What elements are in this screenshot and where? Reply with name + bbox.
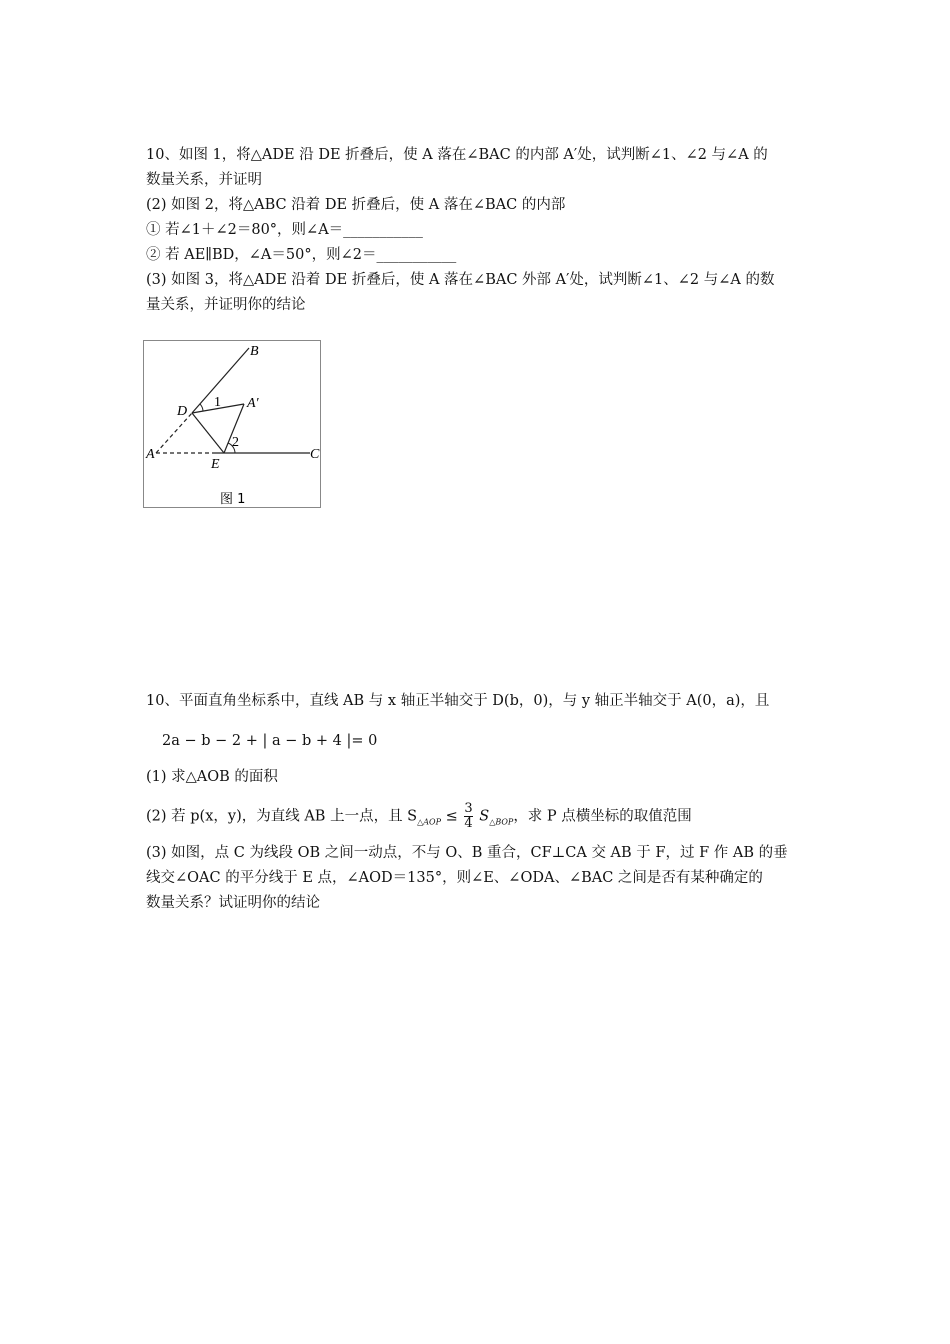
problem-1-line-2: 数量关系，并证明 [146, 172, 262, 188]
part-2-prefix: (2) 若 p(x，y)，为直线 AB 上一点，且 S [146, 808, 418, 825]
angle-1-arc [200, 404, 203, 411]
problem-1-part-2: (2) 如图 2，将△ABC 沿着 DE 折叠后，使 A 落在∠BAC 的内部 [146, 197, 566, 213]
figure-1-diagram [144, 341, 322, 509]
label-c: C [310, 447, 320, 462]
fraction-numerator: 3 [464, 801, 473, 816]
problem-1-part-3-cont: 量关系，并证明你的结论 [146, 297, 306, 313]
label-angle-1: 1 [214, 395, 221, 410]
problem-2-equation: 2a − b − 2 + | a − b + 4 |= 0 [162, 733, 378, 749]
label-a-prime: A′ [247, 396, 259, 411]
segment-ad-dashed [156, 413, 192, 453]
problem-2-line-1: 10、平面直角坐标系中，直线 AB 与 x 轴正半轴交于 D(b，0)，与 y 轴正半轴交于 A(0，a)，且 [146, 693, 770, 709]
problem-1-line-1: 10、如图 1，将△ADE 沿 DE 折叠后，使 A 落在∠BAC 的内部 A′处，试判断∠1、∠2 与∠A 的 [146, 147, 768, 163]
fraction-denominator: 4 [464, 816, 473, 831]
label-e: E [211, 457, 220, 472]
label-b: B [250, 344, 259, 359]
problem-2-part-3-cont-1: 线交∠OAC 的平分线于 E 点，∠AOD＝135°，则∠E、∠ODA、∠BAC 之间是否有某种确定的 [146, 870, 763, 886]
figure-1 [143, 340, 321, 508]
problem-2-part-1: (1) 求△AOB 的面积 [146, 769, 278, 785]
s-symbol: S [479, 808, 490, 825]
label-a: A [146, 447, 155, 462]
problem-1-part-2-q2: ② 若 AE∥BD，∠A＝50°，则∠2＝___________ [146, 247, 457, 263]
figure-1-caption: 图 1 [220, 492, 246, 507]
subscript-bop: △BOP [489, 817, 514, 827]
label-angle-2: 2 [232, 435, 239, 450]
label-d: D [177, 404, 188, 419]
problem-2-part-3-cont-2: 数量关系？试证明你的结论 [146, 895, 320, 911]
problem-1-part-3: (3) 如图 3，将△ADE 沿着 DE 折叠后，使 A 落在∠BAC 外部 A′处，试判断∠1、∠2 与∠A 的数 [146, 272, 775, 288]
fraction-3-4 [464, 802, 472, 831]
leq-sign: ≤ [445, 808, 458, 825]
problem-1-part-2-q1: ① 若∠1＋∠2＝80°，则∠A＝___________ [146, 222, 423, 238]
part-2-suffix: ，求 P 点横坐标的取值范围 [513, 808, 692, 825]
problem-2-part-2 [146, 802, 692, 833]
segment-de [192, 413, 224, 453]
problem-2-part-3: (3) 如图，点 C 为线段 OB 之间一动点，不与 O、B 重合，CF⊥CA 交 AB 于 F，过 F 作 AB 的垂 [146, 845, 788, 861]
subscript-aop: △AOP [417, 817, 441, 827]
